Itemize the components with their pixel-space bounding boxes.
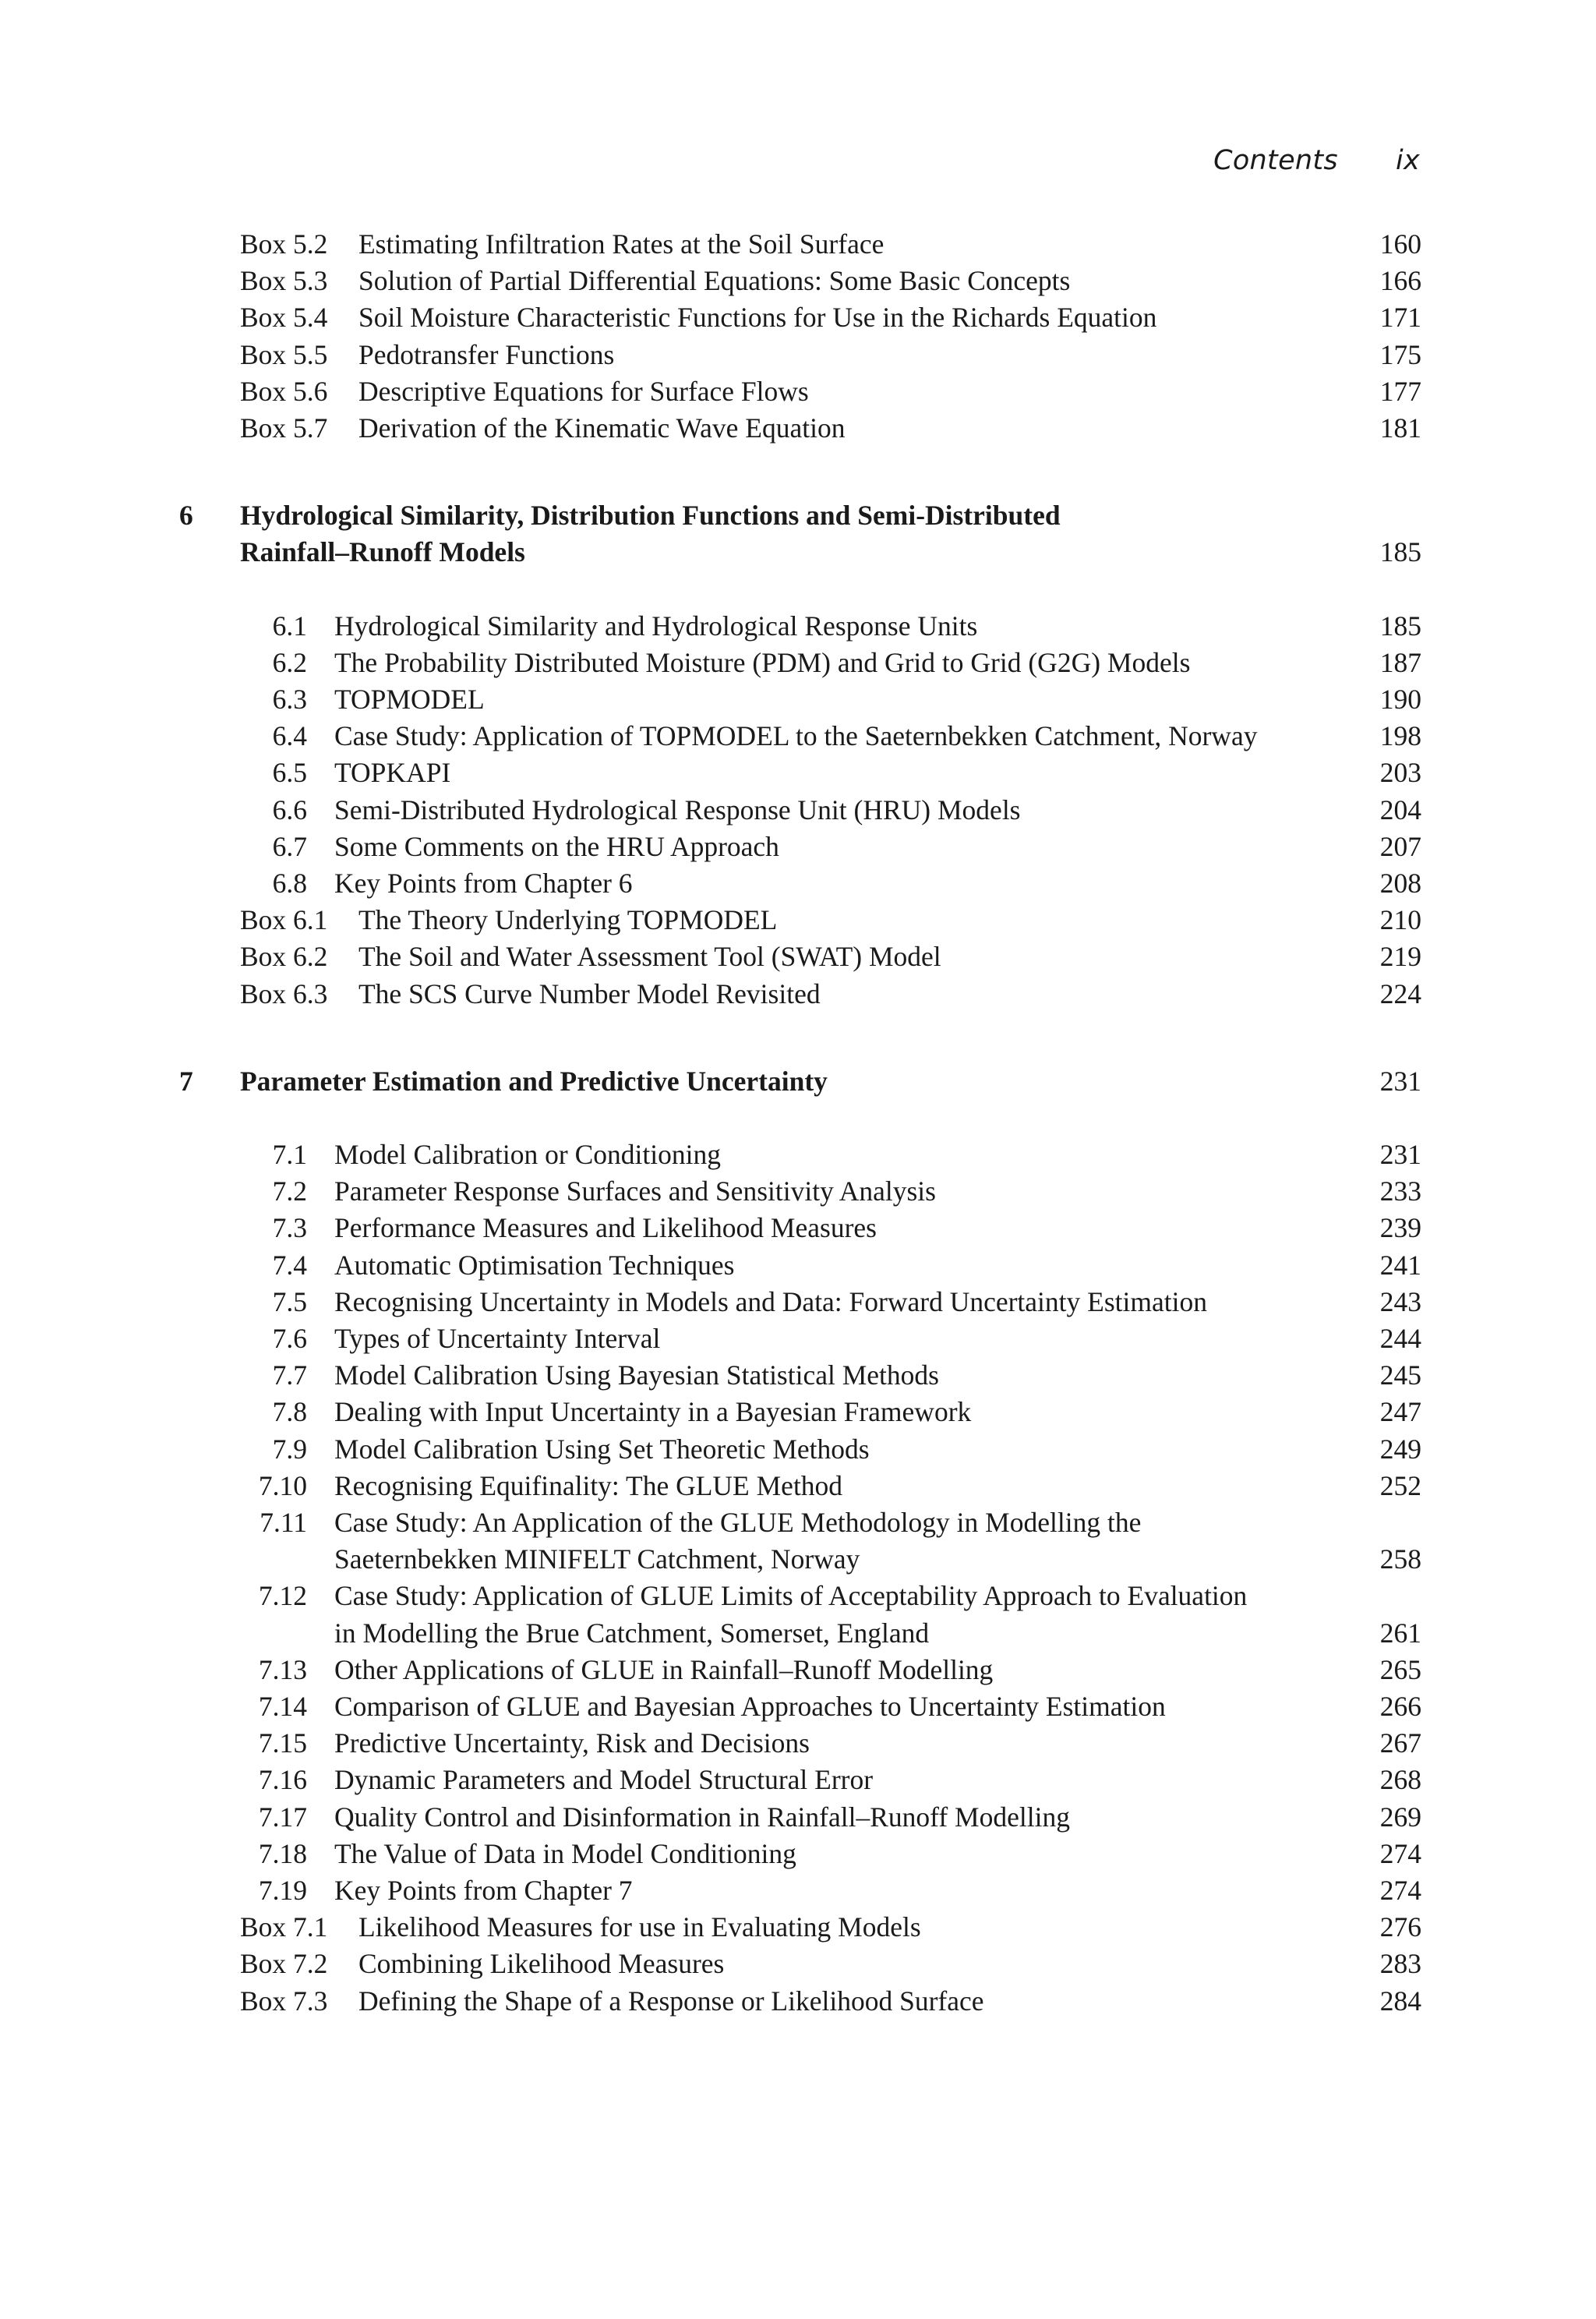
toc-entry-number: 6.7 (272, 831, 307, 862)
toc-entry-number: 7.17 (258, 1801, 307, 1833)
toc-entry-page: 276 (1379, 1911, 1421, 1943)
toc-chapter-entry[interactable] (0, 1063, 1596, 1100)
toc-entry-number: 6.4 (272, 720, 307, 751)
toc-entry-title: Semi-Distributed Hydrological Response Unit (HRU) Models (334, 794, 1021, 825)
toc-section-entry[interactable] (0, 1836, 1596, 1872)
toc-entry-page: 265 (1379, 1654, 1421, 1685)
toc-entry-page: 190 (1379, 684, 1421, 715)
toc-entry-page: 203 (1379, 757, 1421, 788)
toc-entry-title: Estimating Infiltration Rates at the Soil Surface (358, 228, 885, 260)
toc-entry-number: 7.14 (258, 1691, 307, 1722)
toc-entry-title: Types of Uncertainty Interval (334, 1323, 661, 1354)
toc-entry-title: The Value of Data in Model Conditioning (334, 1838, 796, 1869)
toc-entry-title: The Probability Distributed Moisture (PDM) and Grid to Grid (G2G) Models (334, 647, 1191, 678)
toc-entry-number: Box 5.3 (240, 265, 328, 296)
toc-entry-number: 7.2 (272, 1175, 307, 1207)
toc-entry-title: TOPKAPI (334, 757, 451, 788)
toc-entry-title: Case Study: Application of TOPMODEL to the Saeternbekken Catchment, Norway (334, 720, 1258, 751)
toc-entry-title: TOPMODEL (334, 684, 485, 715)
toc-entry-number: 7.19 (258, 1875, 307, 1906)
toc-entry-title: Pedotransfer Functions (358, 339, 615, 370)
toc-entry-number: 6.3 (272, 684, 307, 715)
toc-entry-page: 274 (1379, 1838, 1421, 1869)
toc-entry-title: Some Comments on the HRU Approach (334, 831, 779, 862)
toc-entry-title: Hydrological Similarity, Distribution Functions and Semi-Distributed (240, 500, 1061, 531)
toc-section-entry[interactable] (0, 1872, 1596, 1909)
toc-box-entry[interactable] (0, 373, 1596, 410)
toc-entry-number: Box 6.2 (240, 941, 328, 972)
toc-entry-number: Box 5.6 (240, 376, 328, 407)
toc-section-entry[interactable] (0, 755, 1596, 791)
toc-entry-number: Box 6.3 (240, 978, 328, 1009)
toc-entry-title: Automatic Optimisation Techniques (334, 1250, 735, 1281)
toc-entry-title: Parameter Estimation and Predictive Uncertainty (240, 1066, 828, 1097)
toc-entry-number: 7.9 (272, 1433, 307, 1465)
toc-entry-title: The SCS Curve Number Model Revisited (358, 978, 821, 1009)
toc-box-entry[interactable] (0, 902, 1596, 939)
toc-entry-number: 7.12 (258, 1580, 307, 1611)
toc-entry-page: 258 (1379, 1543, 1421, 1575)
toc-section-entry[interactable] (0, 1357, 1596, 1394)
toc-entry-page: 171 (1379, 302, 1421, 333)
toc-entry-number: 7.8 (272, 1396, 307, 1427)
toc-section-entry[interactable] (0, 681, 1596, 718)
toc-entry-title: Derivation of the Kinematic Wave Equation (358, 412, 846, 444)
toc-entry-title: Case Study: Application of GLUE Limits of Acceptability Approach to Evaluation (334, 1580, 1248, 1611)
toc-section-entry[interactable] (0, 1615, 1596, 1652)
toc-entry-title: The Theory Underlying TOPMODEL (358, 904, 778, 935)
toc-entry-page: 267 (1379, 1727, 1421, 1759)
toc-entry-number: 7.10 (258, 1470, 307, 1501)
toc-entry-page: 244 (1379, 1323, 1421, 1354)
toc-section-entry[interactable] (0, 718, 1596, 755)
toc-entry-title: Descriptive Equations for Surface Flows (358, 376, 809, 407)
toc-entry-number: 6.8 (272, 868, 307, 899)
toc-entry-title: Soil Moisture Characteristic Functions for Use in the Richards Equation (358, 302, 1157, 333)
toc-entry-page: 185 (1379, 610, 1421, 642)
toc-entry-title: Hydrological Similarity and Hydrological Response Units (334, 610, 978, 642)
toc-section-entry[interactable] (0, 1541, 1596, 1578)
toc-section-entry[interactable] (0, 1394, 1596, 1430)
toc-box-entry[interactable] (0, 1909, 1596, 1946)
toc-entry-number: Box 7.1 (240, 1911, 328, 1943)
toc-entry-page: 241 (1379, 1250, 1421, 1281)
toc-entry-title: Recognising Equifinality: The GLUE Method (334, 1470, 843, 1501)
toc-section-entry[interactable] (0, 1210, 1596, 1246)
toc-entry-page: 249 (1379, 1433, 1421, 1465)
toc-entry-number: Box 5.2 (240, 228, 328, 260)
toc-entry-page: 231 (1379, 1066, 1421, 1097)
toc-entry-page: 233 (1379, 1175, 1421, 1207)
toc-entry-number: Box 5.7 (240, 412, 328, 444)
toc-entry-page: 177 (1379, 376, 1421, 407)
toc-entry-number: 7.6 (272, 1323, 307, 1354)
toc-entry-number: 7.4 (272, 1250, 307, 1281)
toc-chapter-entry[interactable] (0, 534, 1596, 571)
toc-entry-number: 6.1 (272, 610, 307, 642)
toc-entry-page: 187 (1379, 647, 1421, 678)
toc-section-entry[interactable] (0, 865, 1596, 902)
toc-entry-page: 208 (1379, 868, 1421, 899)
toc-entry-page: 269 (1379, 1801, 1421, 1833)
running-head (1213, 145, 1420, 176)
toc-entry-number: 7.18 (258, 1838, 307, 1869)
toc-entry-number: 6.5 (272, 757, 307, 788)
toc-entry-number: Box 7.3 (240, 1985, 328, 2017)
toc-entry-number: 6.2 (272, 647, 307, 678)
page-number: ix (1395, 145, 1420, 176)
toc-entry-page: 243 (1379, 1286, 1421, 1317)
toc-entry-number: Box 5.5 (240, 339, 328, 370)
toc-entry-title: Rainfall–Runoff Models (240, 536, 525, 567)
toc-section-entry[interactable] (0, 1284, 1596, 1320)
toc-box-entry[interactable] (0, 1946, 1596, 1982)
toc-section-entry[interactable] (0, 1137, 1596, 1173)
toc-entry-number: 7.7 (272, 1359, 307, 1391)
toc-entry-page: 207 (1379, 831, 1421, 862)
toc-entry-title: in Modelling the Brue Catchment, Somerset, England (334, 1617, 930, 1649)
toc-section-entry[interactable] (0, 1320, 1596, 1357)
toc-entry-number: Box 7.2 (240, 1948, 328, 1979)
toc-entry-title: Key Points from Chapter 7 (334, 1875, 633, 1906)
toc-entry-number: 7.15 (258, 1727, 307, 1759)
toc-section-entry[interactable] (0, 1688, 1596, 1725)
toc-entry-page: 268 (1379, 1764, 1421, 1795)
toc-chapter-entry[interactable] (0, 497, 1596, 534)
toc-section-entry[interactable] (0, 1504, 1596, 1541)
toc-box-entry[interactable] (0, 337, 1596, 373)
toc-entry-title: Comparison of GLUE and Bayesian Approaches to Uncertainty Estimation (334, 1691, 1166, 1722)
toc-entry-page: 274 (1379, 1875, 1421, 1906)
toc-section-entry[interactable] (0, 829, 1596, 865)
toc-box-entry[interactable] (0, 1983, 1596, 2020)
toc-section-entry[interactable] (0, 645, 1596, 681)
toc-box-entry[interactable] (0, 263, 1596, 299)
toc-entry-number: 6.6 (272, 794, 307, 825)
toc-entry-page: 284 (1379, 1985, 1421, 2017)
toc-entry-title: Parameter Response Surfaces and Sensitivity Analysis (334, 1175, 936, 1207)
toc-box-entry[interactable] (0, 939, 1596, 975)
toc-entry-title: Combining Likelihood Measures (358, 1948, 725, 1979)
toc-entry-page: 166 (1379, 265, 1421, 296)
toc-entry-page: 231 (1379, 1139, 1421, 1170)
toc-entry-number: 7.13 (258, 1654, 307, 1685)
toc-section-entry[interactable] (0, 1762, 1596, 1798)
toc-box-entry[interactable] (0, 410, 1596, 447)
toc-entry-page: 245 (1379, 1359, 1421, 1391)
running-head-title: Contents (1213, 145, 1338, 176)
toc-entry-title: The Soil and Water Assessment Tool (SWAT) Model (358, 941, 941, 972)
toc-entry-page: 175 (1379, 339, 1421, 370)
toc-section-entry[interactable] (0, 608, 1596, 645)
toc-entry-title: Model Calibration Using Bayesian Statistical Methods (334, 1359, 939, 1391)
toc-entry-title: Recognising Uncertainty in Models and Data: Forward Uncertainty Estimation (334, 1286, 1207, 1317)
toc-entry-title: Defining the Shape of a Response or Likelihood Surface (358, 1985, 984, 2017)
toc-section-entry[interactable] (0, 1652, 1596, 1688)
toc-box-entry[interactable] (0, 226, 1596, 263)
toc-box-entry[interactable] (0, 976, 1596, 1013)
toc-entry-number: 7 (179, 1066, 193, 1097)
toc-entry-title: Model Calibration or Conditioning (334, 1139, 721, 1170)
toc-entry-page: 219 (1379, 941, 1421, 972)
toc-section-entry[interactable] (0, 792, 1596, 829)
toc-section-entry[interactable] (0, 1431, 1596, 1468)
toc-section-entry[interactable] (0, 1173, 1596, 1210)
toc-entry-page: 266 (1379, 1691, 1421, 1722)
toc-entry-title: Quality Control and Disinformation in Rainfall–Runoff Modelling (334, 1801, 1070, 1833)
toc-entry-title: Predictive Uncertainty, Risk and Decisions (334, 1727, 810, 1759)
toc-section-entry[interactable] (0, 1468, 1596, 1504)
toc-entry-title: Likelihood Measures for use in Evaluating Models (358, 1911, 921, 1943)
toc-entry-number: 7.11 (260, 1507, 307, 1538)
toc-entry-page: 261 (1379, 1617, 1421, 1649)
toc-entry-title: Case Study: An Application of the GLUE Methodology in Modelling the (334, 1507, 1142, 1538)
toc-entry-number: Box 6.1 (240, 904, 328, 935)
toc-entry-number: 7.1 (272, 1139, 307, 1170)
toc-entry-title: Dynamic Parameters and Model Structural Error (334, 1764, 874, 1795)
toc-entry-page: 185 (1379, 536, 1421, 567)
toc-entry-title: Performance Measures and Likelihood Measures (334, 1212, 877, 1243)
toc-entry-page: 204 (1379, 794, 1421, 825)
toc-entry-title: Other Applications of GLUE in Rainfall–Runoff Modelling (334, 1654, 994, 1685)
toc-entry-title: Solution of Partial Differential Equations: Some Basic Concepts (358, 265, 1071, 296)
toc-entry-title: Model Calibration Using Set Theoretic Methods (334, 1433, 870, 1465)
toc-entry-page: 160 (1379, 228, 1421, 260)
toc-entry-title: Key Points from Chapter 6 (334, 868, 633, 899)
toc-entry-page: 210 (1379, 904, 1421, 935)
toc-entry-page: 181 (1379, 412, 1421, 444)
toc-box-entry[interactable] (0, 299, 1596, 336)
toc-entry-page: 198 (1379, 720, 1421, 751)
toc-entry-number: 7.16 (258, 1764, 307, 1795)
toc-section-entry[interactable] (0, 1725, 1596, 1762)
toc-entry-page: 252 (1379, 1470, 1421, 1501)
toc-entry-number: Box 5.4 (240, 302, 328, 333)
toc-entry-number: 6 (179, 500, 193, 531)
toc-section-entry[interactable] (0, 1799, 1596, 1836)
toc-entry-number: 7.3 (272, 1212, 307, 1243)
toc-section-entry[interactable] (0, 1247, 1596, 1284)
toc-entry-page: 283 (1379, 1948, 1421, 1979)
toc-entry-page: 224 (1379, 978, 1421, 1009)
toc-section-entry[interactable] (0, 1578, 1596, 1614)
toc-entry-title: Saeternbekken MINIFELT Catchment, Norway (334, 1543, 860, 1575)
toc-entry-page: 247 (1379, 1396, 1421, 1427)
toc-entry-page: 239 (1379, 1212, 1421, 1243)
toc-entry-title: Dealing with Input Uncertainty in a Bayesian Framework (334, 1396, 972, 1427)
toc-entry-number: 7.5 (272, 1286, 307, 1317)
